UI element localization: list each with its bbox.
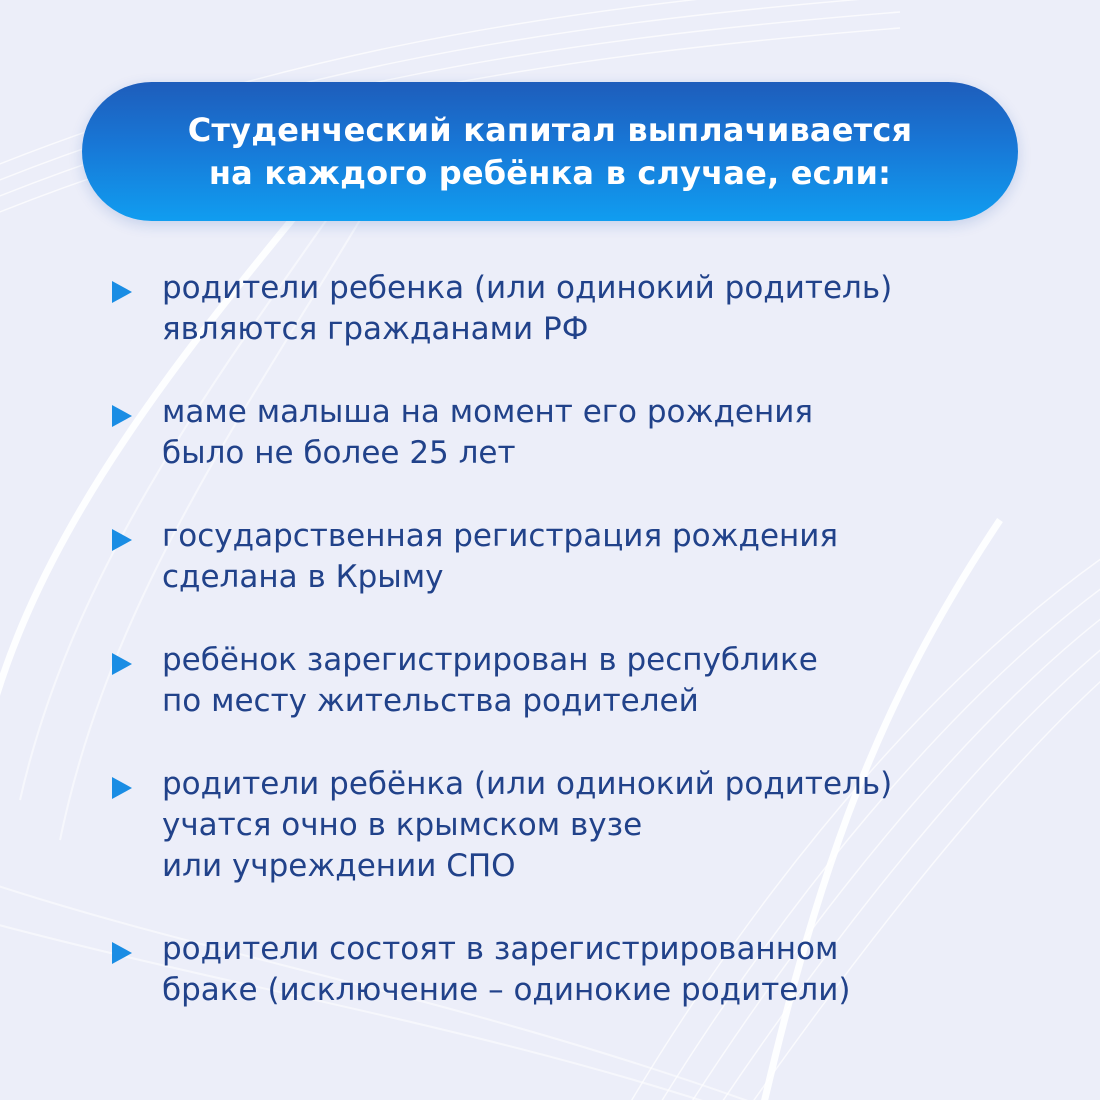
condition-item xyxy=(112,268,1042,392)
condition-text: родители состоят в зарегистрированном браке (исключение – одинокие родители) xyxy=(162,931,851,1008)
condition-text: ребёнок зарегистрирован в республике по месту жительства родителей xyxy=(162,642,818,719)
header-banner xyxy=(82,82,1018,221)
triangle-right-icon xyxy=(112,405,132,427)
triangle-right-icon xyxy=(112,281,132,303)
triangle-right-icon xyxy=(112,777,132,799)
condition-text: родители ребёнка (или одинокий родитель) учатся очно в крымском вузе или учреждении СПО xyxy=(162,766,893,884)
triangle-right-icon xyxy=(112,942,132,964)
condition-text: государственная регистрация рождения сделана в Крыму xyxy=(162,518,839,595)
condition-text: маме малыша на момент его рождения было не более 25 лет xyxy=(162,394,814,471)
condition-text: родители ребенка (или одинокий родитель) являются гражданами РФ xyxy=(162,270,893,347)
conditions-list xyxy=(112,268,1042,1053)
condition-item xyxy=(112,392,1042,516)
condition-item xyxy=(112,764,1042,929)
condition-item xyxy=(112,516,1042,640)
triangle-right-icon xyxy=(112,529,132,551)
header-title: Студенческий капитал выплачивается на каждого ребёнка в случае, если: xyxy=(187,110,913,192)
condition-item xyxy=(112,929,1042,1053)
triangle-right-icon xyxy=(112,653,132,675)
condition-item xyxy=(112,640,1042,764)
